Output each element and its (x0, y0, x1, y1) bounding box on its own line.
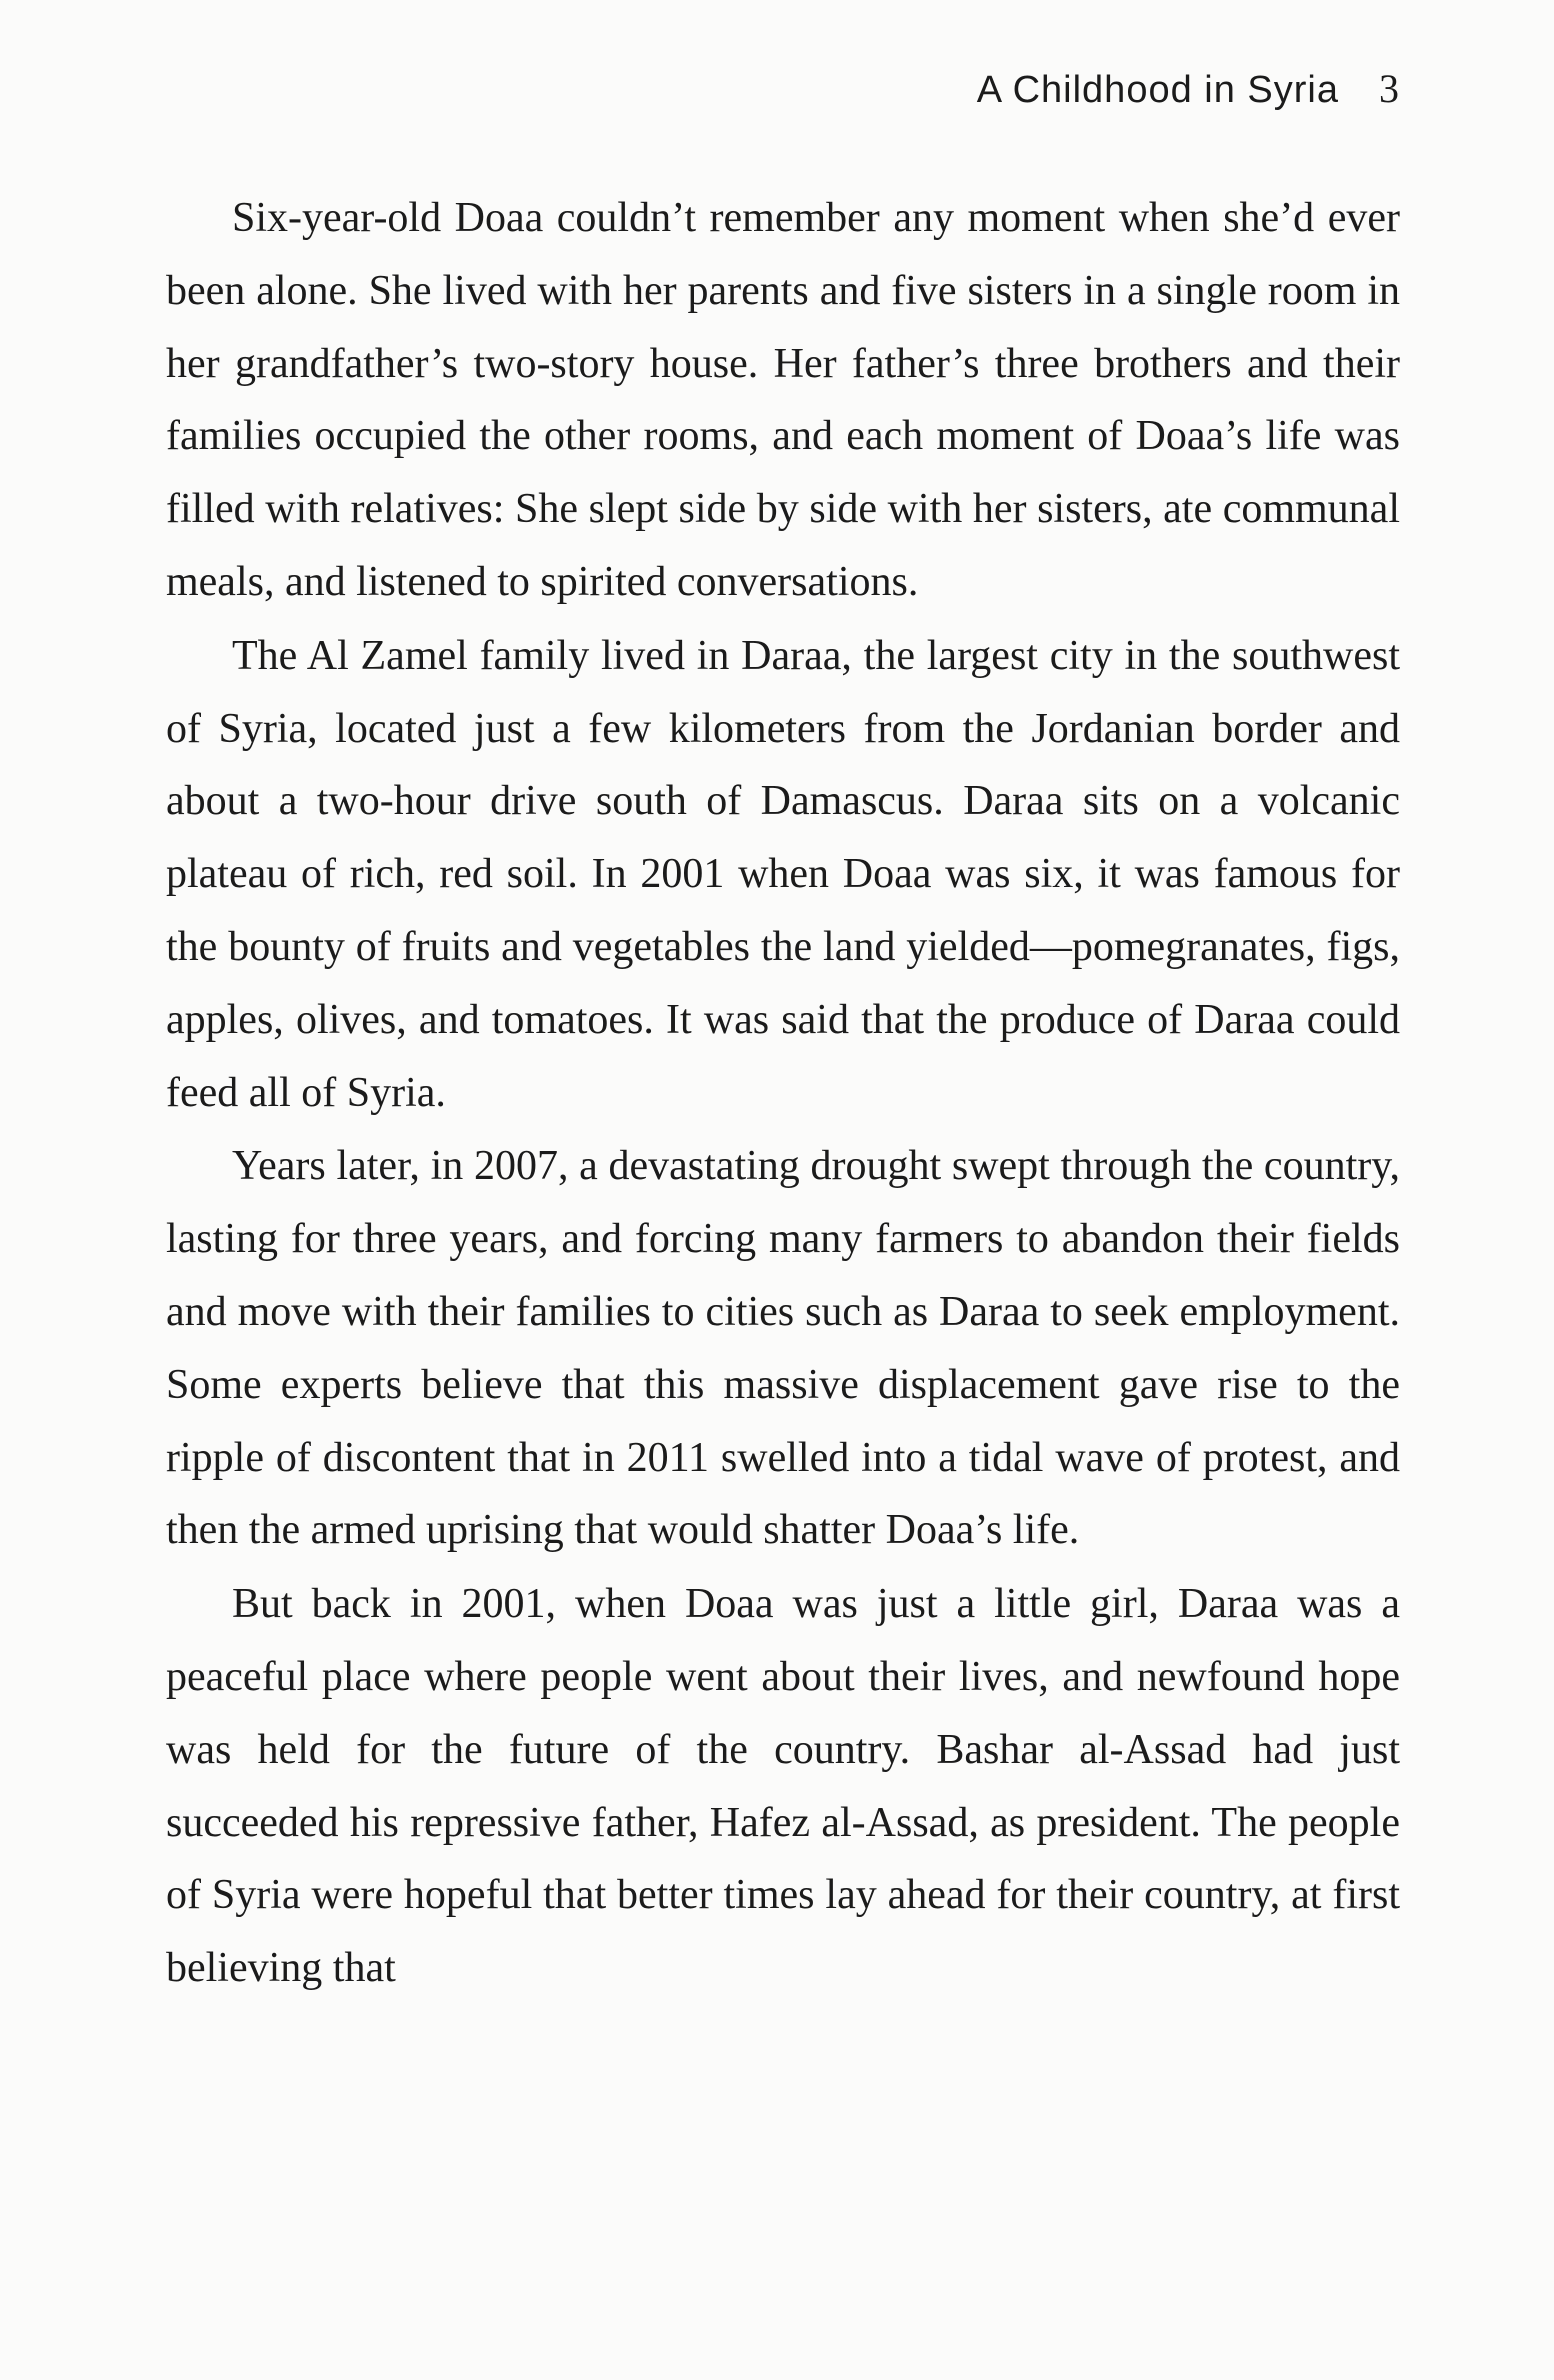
paragraph: But back in 2001, when Doaa was just a little girl, Daraa was a peaceful place where people went about their lives, and newfound hope was held for the future of the country. Bashar al-Assad had just succeeded his repressive father, Hafez al-Assad, as president. The people of Syria were hopeful that better times lay ahead for their country, at first believing that (166, 1581, 1400, 1992)
body-text (166, 182, 1400, 2005)
page-number: 3 (1379, 66, 1400, 111)
paragraph: Six-year-old Doaa couldn’t remember any moment when she’d ever been alone. She lived with her parents and five sisters in a single room in her grandfather’s two-story house. Her father’s three brothers and their families occupied the other rooms, and each moment of Doaa’s life was filled with relatives: She slept side by side with her sisters, ate communal meals, and listened to spirited conversations. (166, 195, 1400, 605)
paragraph: The Al Zamel family lived in Daraa, the largest city in the southwest of Syria, located just a few kilometers from the Jordanian border and about a two-hour drive south of Damascus. Daraa sits on a volcanic plateau of rich, red soil. In 2001 when Doaa was six, it was famous for the bounty of fruits and vegetables the land yielded—pomegranates, figs, apples, olives, and tomatoes. It was said that the produce of Daraa could feed all of Syria. (166, 632, 1400, 1116)
chapter-title: A Childhood in Syria (976, 69, 1339, 111)
paragraph: Years later, in 2007, a devastating drought swept through the country, lasting for three years, and forcing many farmers to abandon their fields and move with their families to cities such as Daraa to seek employment. Some experts believe that this massive displacement gave rise to the ripple of discontent that in 2011 swelled into a tidal wave of protest, and then the armed uprising that would shatter Doaa’s life. (166, 1143, 1400, 1554)
running-head (160, 68, 1400, 110)
